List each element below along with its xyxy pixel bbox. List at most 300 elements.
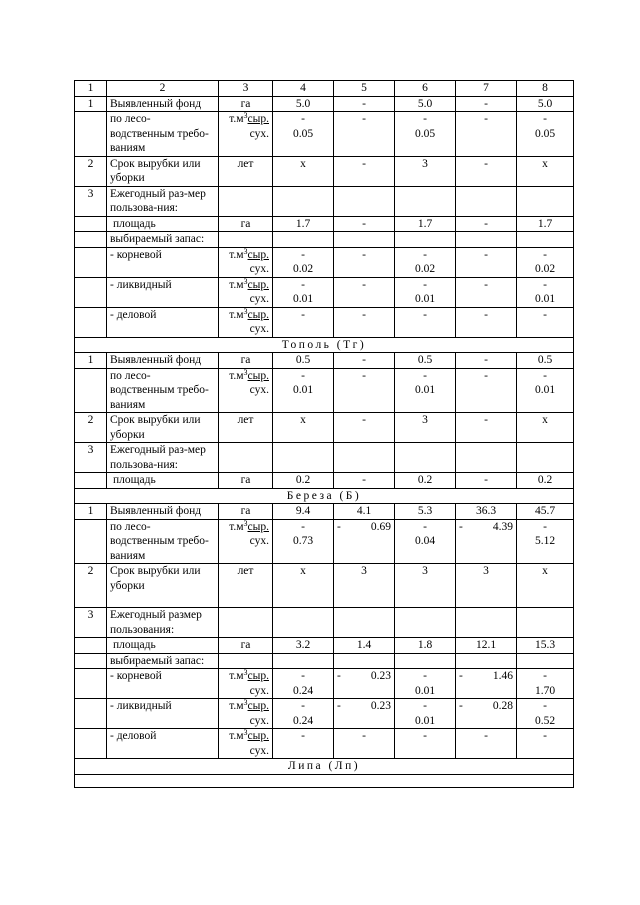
unit-years: лет <box>219 564 273 579</box>
value-area: 1.7 <box>273 216 334 232</box>
row-label: Выявленный фонд <box>107 353 219 369</box>
table-row <box>75 653 574 669</box>
unit-raw: сыр. <box>247 700 269 712</box>
value-dry <box>517 322 574 337</box>
value-dry <box>456 262 517 277</box>
value-dry <box>334 744 395 759</box>
value-ha: 36.3 <box>456 504 517 520</box>
value-empty <box>273 579 334 608</box>
value-empty <box>334 398 395 413</box>
row-label: - деловой <box>107 307 219 322</box>
unit-empty <box>219 141 273 156</box>
row-label: по лесо- <box>107 112 219 127</box>
value-term: 3 <box>334 564 395 579</box>
value-term: х <box>517 156 574 171</box>
unit-power: 3 <box>243 519 248 528</box>
value-empty <box>273 186 334 201</box>
value-empty <box>517 428 574 443</box>
value-dry: 0.01 <box>273 383 334 398</box>
value-empty <box>517 186 574 201</box>
row-label: Срок вырубки или <box>107 564 219 579</box>
row-label: ваниям <box>107 549 219 564</box>
row-label: - деловой <box>107 729 219 744</box>
unit-dry: сух. <box>219 744 273 759</box>
unit-empty <box>219 579 273 608</box>
unit-empty <box>219 398 273 413</box>
value-empty <box>395 186 456 201</box>
row-number-empty <box>75 473 107 489</box>
value-empty <box>395 232 456 248</box>
row-label: выбираемый запас: <box>107 653 219 669</box>
row-label: Ежегодный размер <box>107 608 219 623</box>
value-raw: - <box>456 112 517 127</box>
header-cell-8: 8 <box>517 81 574 97</box>
table-row <box>75 141 574 156</box>
value-dry: 0.73 <box>273 534 334 549</box>
row-label: пользова-ния: <box>107 458 219 473</box>
row-number-empty <box>75 744 107 759</box>
value-empty <box>273 458 334 473</box>
value-empty <box>456 232 517 248</box>
value-raw-dash: - <box>337 700 341 712</box>
row-number-empty <box>75 383 107 398</box>
value-empty <box>517 549 574 564</box>
table-row <box>75 744 574 759</box>
value-raw: - <box>334 277 395 292</box>
header-cell-2: 2 <box>107 81 219 97</box>
table-row <box>75 413 574 428</box>
value-empty <box>334 579 395 608</box>
value-term: х <box>273 413 334 428</box>
header-cell-1: 1 <box>75 81 107 97</box>
value-raw: - <box>273 669 334 684</box>
value-raw <box>456 669 517 684</box>
table-row <box>75 186 574 201</box>
value-dry: 0.01 <box>395 714 456 729</box>
table-row <box>75 201 574 216</box>
value-term: х <box>517 564 574 579</box>
value-empty <box>517 398 574 413</box>
unit-raw: сыр. <box>247 248 269 261</box>
row-number-empty <box>75 307 107 322</box>
value-term: х <box>517 413 574 428</box>
value-empty <box>273 398 334 413</box>
unit-dry: сух. <box>219 127 273 142</box>
value-term: 3 <box>395 413 456 428</box>
value-empty <box>334 141 395 156</box>
row-label: по лесо- <box>107 368 219 383</box>
unit-tm: т.м <box>229 520 244 533</box>
row-number: 1 <box>75 353 107 369</box>
unit-dry: сух. <box>219 292 273 307</box>
value-dry <box>456 744 517 759</box>
row-number-empty <box>75 579 107 608</box>
unit-tm-raw <box>219 669 273 684</box>
value-raw: - <box>395 368 456 383</box>
value-raw: - <box>395 277 456 292</box>
value-empty <box>456 623 517 638</box>
value-dry: 0.02 <box>517 262 574 277</box>
value-raw-value: 4.39 <box>492 520 513 533</box>
unit-empty <box>219 549 273 564</box>
table-row <box>75 171 574 186</box>
value-dry <box>273 744 334 759</box>
unit-dry: сух. <box>219 262 273 277</box>
table-row <box>75 353 574 369</box>
unit-empty <box>219 653 273 669</box>
unit-tm: т.м <box>229 113 244 125</box>
row-number-empty <box>75 669 107 684</box>
row-number-empty <box>75 653 107 669</box>
row-label-empty <box>107 262 219 277</box>
value-dry <box>456 383 517 398</box>
table-row <box>75 458 574 473</box>
value-raw: - <box>273 519 334 534</box>
table-row <box>75 608 574 623</box>
row-number-empty <box>75 534 107 549</box>
table-row <box>75 232 574 248</box>
value-raw: - <box>395 247 456 262</box>
row-label: водственным требо- <box>107 383 219 398</box>
value-raw-pair <box>459 669 513 684</box>
unit-ha: га <box>219 96 273 112</box>
value-empty <box>456 579 517 608</box>
value-empty <box>334 443 395 458</box>
row-label-empty <box>107 292 219 307</box>
value-empty <box>273 201 334 216</box>
value-dry <box>456 534 517 549</box>
value-dry: 0.24 <box>273 714 334 729</box>
value-dry: 0.02 <box>273 262 334 277</box>
value-empty <box>456 171 517 186</box>
row-number-empty <box>75 684 107 699</box>
value-empty <box>517 458 574 473</box>
value-raw-dash: - <box>459 670 463 682</box>
value-empty <box>456 458 517 473</box>
table-row <box>75 549 574 564</box>
table-row <box>75 534 574 549</box>
value-raw: - <box>517 307 574 322</box>
value-raw: - <box>456 368 517 383</box>
unit-raw: сыр. <box>247 278 269 291</box>
value-dry: 0.01 <box>395 292 456 307</box>
row-number-empty <box>75 277 107 292</box>
value-raw-value: 0.23 <box>370 670 391 682</box>
value-empty <box>334 608 395 623</box>
value-area: 1.4 <box>334 638 395 654</box>
row-number-empty <box>75 201 107 216</box>
value-dry <box>456 684 517 699</box>
unit-empty <box>219 443 273 458</box>
table-row <box>75 638 574 654</box>
value-empty <box>395 458 456 473</box>
row-number-empty <box>75 262 107 277</box>
value-raw: - <box>395 669 456 684</box>
table-row <box>75 729 574 744</box>
value-empty <box>273 608 334 623</box>
value-dry <box>517 744 574 759</box>
table-row <box>75 368 574 383</box>
unit-empty <box>219 186 273 201</box>
unit-raw: сыр. <box>247 308 269 321</box>
section-row <box>75 337 574 353</box>
row-label: по лесо- <box>107 519 219 534</box>
table-row <box>75 519 574 534</box>
value-term: - <box>334 413 395 428</box>
value-area: 1.7 <box>517 216 574 232</box>
value-raw: - <box>334 307 395 322</box>
value-raw: - <box>395 307 456 322</box>
value-raw-value: 0.28 <box>492 700 513 712</box>
row-number: 2 <box>75 564 107 579</box>
value-empty <box>334 186 395 201</box>
row-number-empty <box>75 428 107 443</box>
value-area: 12.1 <box>456 638 517 654</box>
unit-tm-raw <box>219 519 273 534</box>
unit-years: лет <box>219 156 273 171</box>
unit-dry: сух. <box>219 534 273 549</box>
row-label: площадь <box>107 638 219 654</box>
value-term: - <box>334 156 395 171</box>
header-row <box>75 81 574 97</box>
table-row <box>75 216 574 232</box>
value-raw-dash: - <box>337 670 341 682</box>
value-dry <box>456 322 517 337</box>
value-empty <box>456 201 517 216</box>
row-number-empty <box>75 127 107 142</box>
value-term: 3 <box>456 564 517 579</box>
value-empty <box>395 653 456 669</box>
value-term: - <box>456 413 517 428</box>
table-row <box>75 684 574 699</box>
value-empty <box>517 171 574 186</box>
value-empty <box>517 579 574 608</box>
value-raw-pair <box>337 520 391 535</box>
value-area: 0.2 <box>517 473 574 489</box>
value-area: 0.2 <box>273 473 334 489</box>
unit-tm: т.м <box>229 248 244 261</box>
value-dry: 5.12 <box>517 534 574 549</box>
value-ha: 5.3 <box>395 504 456 520</box>
value-dry <box>334 684 395 699</box>
table-row <box>75 623 574 638</box>
value-empty <box>456 398 517 413</box>
table-row <box>75 579 574 608</box>
unit-tm-raw <box>219 112 273 127</box>
value-empty <box>395 201 456 216</box>
value-raw-dash: - <box>337 520 341 533</box>
table-row <box>75 156 574 171</box>
section-row <box>75 488 574 504</box>
value-raw: - <box>456 307 517 322</box>
unit-raw: сыр. <box>247 520 269 533</box>
value-empty <box>395 608 456 623</box>
unit-tm: т.м <box>229 670 244 682</box>
value-dry: 0.02 <box>395 262 456 277</box>
value-empty <box>395 443 456 458</box>
row-label: Срок вырубки или <box>107 413 219 428</box>
value-dry <box>456 292 517 307</box>
row-label: - ликвидный <box>107 277 219 292</box>
row-number-empty <box>75 247 107 262</box>
unit-power: 3 <box>243 668 248 677</box>
value-raw: - <box>456 247 517 262</box>
value-empty <box>395 549 456 564</box>
section-title: Тополь (Тг) <box>75 337 574 353</box>
table-row <box>75 699 574 714</box>
unit-empty <box>219 608 273 623</box>
value-ha: 4.1 <box>334 504 395 520</box>
value-raw: - <box>517 277 574 292</box>
value-empty <box>273 141 334 156</box>
value-dry: 0.01 <box>395 684 456 699</box>
table-row <box>75 443 574 458</box>
value-dry <box>334 262 395 277</box>
value-dry: 1.70 <box>517 684 574 699</box>
row-number-empty <box>75 638 107 654</box>
value-raw-value: 0.69 <box>370 520 391 533</box>
value-area: 1.8 <box>395 638 456 654</box>
value-empty <box>334 458 395 473</box>
unit-power: 3 <box>243 698 248 707</box>
value-raw: - <box>273 699 334 714</box>
unit-dry: сух. <box>219 684 273 699</box>
value-raw-value: 1.46 <box>492 670 513 682</box>
value-raw: - <box>334 368 395 383</box>
value-ha: 0.5 <box>395 353 456 369</box>
value-empty <box>517 653 574 669</box>
value-empty <box>273 171 334 186</box>
row-label: - ликвидный <box>107 699 219 714</box>
value-dry: 0.04 <box>395 534 456 549</box>
section-title: Береза (Б) <box>75 488 574 504</box>
unit-tm-raw <box>219 307 273 322</box>
row-number-empty <box>75 292 107 307</box>
value-raw-pair <box>459 699 513 714</box>
unit-power: 3 <box>243 277 248 286</box>
value-area: 1.7 <box>395 216 456 232</box>
unit-tm: т.м <box>229 730 244 742</box>
unit-ha: га <box>219 353 273 369</box>
value-empty <box>456 186 517 201</box>
row-number-empty <box>75 549 107 564</box>
value-ha: - <box>456 96 517 112</box>
header-cell-4: 4 <box>273 81 334 97</box>
value-dry: 0.24 <box>273 684 334 699</box>
value-raw: - <box>517 112 574 127</box>
table-row <box>75 473 574 489</box>
value-area: 15.3 <box>517 638 574 654</box>
value-empty <box>517 201 574 216</box>
value-raw: - <box>517 247 574 262</box>
unit-power: 3 <box>243 247 248 256</box>
value-area: 3.2 <box>273 638 334 654</box>
unit-ha: га <box>219 473 273 489</box>
value-raw: - <box>517 699 574 714</box>
row-number-empty <box>75 368 107 383</box>
row-number-empty <box>75 623 107 638</box>
section-title: Липа (Лп) <box>75 759 574 775</box>
table-row <box>75 714 574 729</box>
table-row <box>75 127 574 142</box>
table-row <box>75 292 574 307</box>
value-empty <box>334 171 395 186</box>
value-term: х <box>273 156 334 171</box>
unit-dry: сух. <box>219 383 273 398</box>
value-raw: - <box>517 669 574 684</box>
unit-raw: сыр. <box>247 113 269 125</box>
value-empty <box>273 549 334 564</box>
row-label: водственным требо- <box>107 534 219 549</box>
row-label-empty <box>107 744 219 759</box>
row-number-empty <box>75 141 107 156</box>
row-label: Выявленный фонд <box>107 504 219 520</box>
row-label: Ежегодный раз-мер <box>107 186 219 201</box>
table-row <box>75 564 574 579</box>
empty-row <box>75 774 574 787</box>
value-dry <box>334 534 395 549</box>
value-raw: - <box>334 729 395 744</box>
unit-raw: сыр. <box>247 670 269 682</box>
unit-tm: т.м <box>229 278 244 291</box>
value-dry: 0.01 <box>517 383 574 398</box>
value-dry: 0.05 <box>395 127 456 142</box>
table-row <box>75 504 574 520</box>
value-empty <box>273 428 334 443</box>
row-label: - корневой <box>107 669 219 684</box>
row-number-empty <box>75 322 107 337</box>
unit-empty <box>219 428 273 443</box>
table-row <box>75 112 574 127</box>
value-dry: 0.05 <box>517 127 574 142</box>
value-empty <box>395 398 456 413</box>
row-number-empty <box>75 216 107 232</box>
value-empty <box>456 549 517 564</box>
unit-dry: сух. <box>219 714 273 729</box>
row-label: уборки <box>107 428 219 443</box>
row-label: уборки <box>107 171 219 186</box>
unit-empty <box>219 201 273 216</box>
row-label-empty <box>107 322 219 337</box>
header-cell-5: 5 <box>334 81 395 97</box>
row-number: 2 <box>75 413 107 428</box>
unit-power: 3 <box>243 728 248 737</box>
value-raw: - <box>395 699 456 714</box>
row-number: 1 <box>75 96 107 112</box>
unit-power: 3 <box>243 307 248 316</box>
value-dry <box>456 714 517 729</box>
value-empty <box>273 623 334 638</box>
value-ha: 5.0 <box>395 96 456 112</box>
row-number-empty <box>75 232 107 248</box>
value-raw: - <box>395 519 456 534</box>
value-empty <box>517 232 574 248</box>
value-raw <box>334 699 395 714</box>
unit-tm-raw <box>219 699 273 714</box>
row-number-empty <box>75 729 107 744</box>
value-area: - <box>456 473 517 489</box>
value-empty <box>273 443 334 458</box>
empty-cell <box>75 774 574 787</box>
unit-power: 3 <box>243 368 248 377</box>
value-ha: - <box>456 353 517 369</box>
unit-tm-raw <box>219 368 273 383</box>
value-dry: 0.05 <box>273 127 334 142</box>
table-row <box>75 307 574 322</box>
value-raw: - <box>517 729 574 744</box>
row-number: 3 <box>75 186 107 201</box>
value-raw: - <box>517 368 574 383</box>
